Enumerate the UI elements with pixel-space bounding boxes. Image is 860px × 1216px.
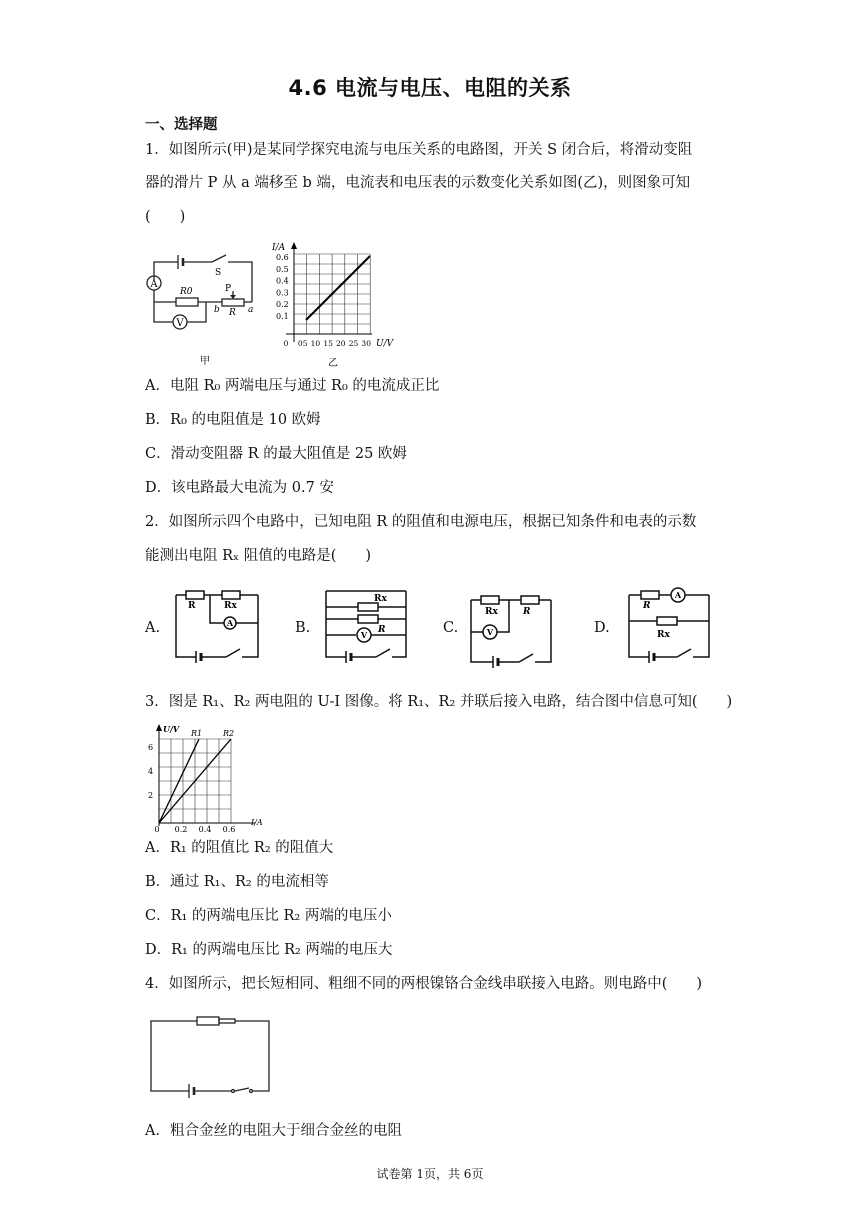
q2-label-a[interactable]: A. bbox=[145, 620, 161, 636]
q1-iu-graph bbox=[268, 238, 408, 370]
voltmeter-label: V bbox=[486, 627, 494, 637]
caption-yi: 乙 bbox=[328, 358, 338, 369]
page-footer: 试卷第 1页，共 6页 bbox=[376, 1167, 484, 1181]
r2-series-label: R2 bbox=[223, 729, 235, 738]
q3-option-a[interactable]: A．R₁ 的阻值比 R₂ 的阻值大 bbox=[145, 840, 334, 856]
x-tick-label: 30 bbox=[361, 339, 371, 348]
q2-label-b[interactable]: B. bbox=[295, 620, 311, 636]
q2-circuit-a[interactable] bbox=[168, 585, 266, 665]
q3-ylabel: U/V bbox=[163, 724, 180, 734]
y-tick-label: 0.5 bbox=[276, 264, 289, 274]
q4-circuit-diagram bbox=[145, 1008, 275, 1100]
x-tick-label: 0 bbox=[154, 825, 160, 832]
switch-label: S bbox=[215, 268, 222, 278]
page-title: 4.6 电流与电压、电阻的关系 bbox=[288, 76, 572, 100]
q2-label-d[interactable]: D. bbox=[594, 620, 610, 636]
q3-stem: 3．图是 R₁、R₂ 两电阻的 U-I 图像。将 R₁、R₂ 并联后接入电路，结合图中信息可知( ) bbox=[145, 694, 733, 710]
ammeter-label: A bbox=[226, 618, 234, 628]
q1-data-line bbox=[306, 256, 370, 320]
q1-xlabel: U/V bbox=[376, 339, 394, 349]
q1-circuit-diagram bbox=[140, 240, 270, 370]
voltmeter-label: V bbox=[360, 630, 368, 640]
x-tick-label: 0.6 bbox=[222, 825, 236, 832]
q1-stem-line2: 器的滑片 P 从 a 端移至 b 端，电流表和电压表的示数变化关系如图(乙)，则图象可知 bbox=[145, 175, 691, 191]
q3-xlabel: I/A bbox=[251, 818, 263, 827]
r1-series-label: R1 bbox=[191, 729, 203, 738]
q4-stem: 4．如图所示，把长短相同、粗细不同的两根镍铬合金线串联接入电路。则电路中( ) bbox=[145, 976, 703, 992]
q1-option-b[interactable]: B．R₀ 的电阻值是 10 欧姆 bbox=[145, 412, 321, 428]
q2-circuit-b[interactable] bbox=[318, 585, 414, 665]
r-label: R bbox=[378, 625, 386, 635]
y-tick-label: 0.2 bbox=[276, 300, 289, 310]
y-tick-label: 0.6 bbox=[276, 253, 289, 262]
x-tick-label: 0.4 bbox=[198, 825, 212, 832]
x-tick-label: 05 bbox=[297, 339, 308, 348]
q3-option-d[interactable]: D．R₁ 的两端电压比 R₂ 两端的电压大 bbox=[145, 942, 393, 958]
q2-circuit-c[interactable] bbox=[465, 590, 557, 670]
rheostat-label: R bbox=[229, 308, 236, 318]
q2-stem-line1: 2．如图所示四个电路中，已知电阻 R 的阻值和电源电压，根据已知条件和电表的示数 bbox=[145, 514, 697, 530]
rx-label: Rx bbox=[374, 594, 387, 604]
q2-circuit-d[interactable] bbox=[623, 585, 715, 665]
r-label: R bbox=[643, 601, 651, 611]
y-tick-label: 0.1 bbox=[276, 312, 289, 321]
end-a-label: a bbox=[248, 305, 254, 315]
r-label: R bbox=[188, 601, 196, 611]
rx-label: Rx bbox=[224, 601, 237, 611]
r0-label: R0 bbox=[180, 287, 193, 297]
q1-stem-line1: 1．如图所示(甲)是某同学探究电流与电压关系的电路图，开关 S 闭合后，将滑动变阻 bbox=[145, 142, 693, 158]
r-label: R bbox=[523, 607, 531, 617]
ammeter-label: A bbox=[150, 279, 158, 290]
ammeter-label: A bbox=[674, 590, 682, 600]
q1-ylabel: I/A bbox=[272, 243, 286, 253]
q1-stem-line3: ( ) bbox=[145, 209, 186, 225]
x-tick-label: 0.2 bbox=[174, 825, 188, 832]
y-tick-label: 6 bbox=[148, 743, 154, 752]
slider-p-label: P bbox=[225, 284, 232, 294]
x-tick-label: 0 bbox=[283, 339, 289, 348]
y-tick-label: 4 bbox=[148, 767, 154, 776]
x-tick-label: 15 bbox=[323, 339, 333, 348]
y-tick-label: 2 bbox=[148, 791, 154, 800]
x-tick-label: 20 bbox=[336, 339, 346, 348]
q3-option-b[interactable]: B．通过 R₁、R₂ 的电流相等 bbox=[145, 874, 329, 890]
x-tick-label: 25 bbox=[348, 339, 359, 348]
y-tick-label: 0.4 bbox=[276, 276, 289, 286]
x-tick-label: 10 bbox=[310, 339, 321, 348]
caption-jia: 甲 bbox=[200, 356, 210, 367]
q2-stem-line2: 能测出电阻 Rₓ 阻值的电路是( ) bbox=[145, 548, 372, 564]
q1-option-d[interactable]: D．该电路最大电流为 0.7 安 bbox=[145, 480, 334, 496]
rx-label: Rx bbox=[657, 630, 670, 640]
q1-option-c[interactable]: C．滑动变阻器 R 的最大阻值是 25 欧姆 bbox=[145, 446, 407, 462]
voltmeter-label: V bbox=[176, 318, 184, 329]
y-tick-label: 0.3 bbox=[276, 288, 289, 298]
q1-option-a[interactable]: A．电阻 R₀ 两端电压与通过 R₀ 的电流成正比 bbox=[145, 378, 440, 394]
q3-option-c[interactable]: C．R₁ 的两端电压比 R₂ 两端的电压小 bbox=[145, 908, 392, 924]
rx-label: Rx bbox=[485, 607, 498, 617]
section-heading: 一、选择题 bbox=[145, 117, 218, 133]
q3-ui-graph bbox=[143, 722, 273, 832]
q2-label-c[interactable]: C. bbox=[443, 620, 459, 636]
q4-option-a[interactable]: A．粗合金丝的电阻大于细合金丝的电阻 bbox=[145, 1123, 402, 1139]
end-b-label: b bbox=[214, 305, 220, 315]
